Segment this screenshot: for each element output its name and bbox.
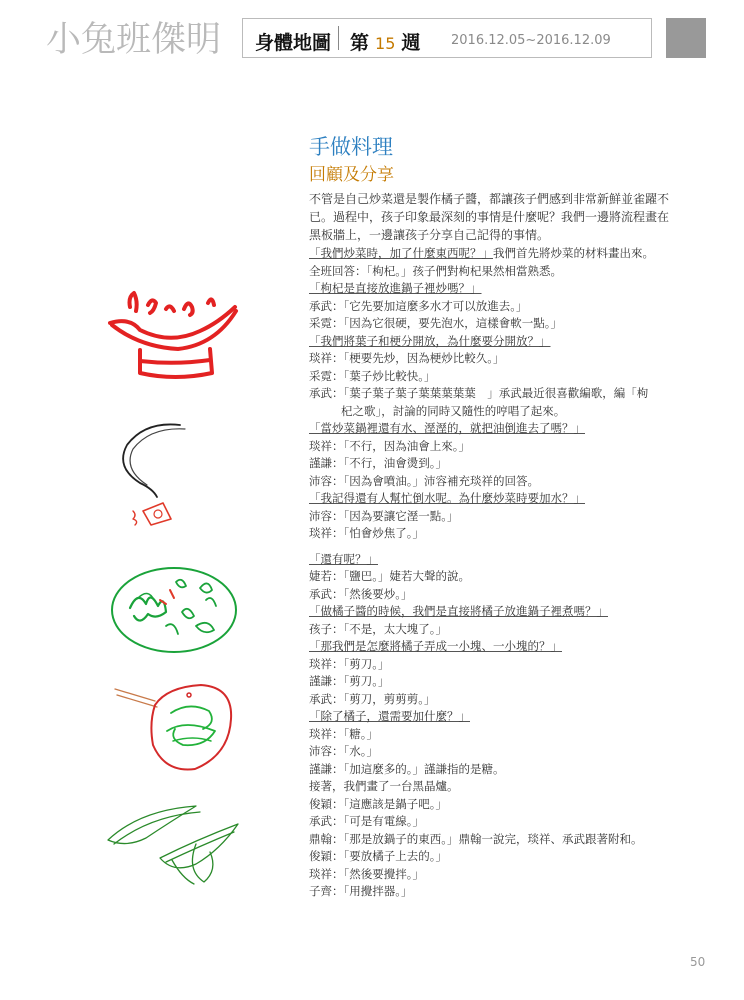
dialogue-line xyxy=(309,403,684,421)
question-text: 「我們炒菜時，加了什麼東西呢？」 xyxy=(309,246,493,260)
dialogue-line xyxy=(309,568,684,586)
line-text: 采霓：「葉子炒比較快。」 xyxy=(309,368,436,383)
dialogue-line xyxy=(309,761,684,779)
dialogue-line xyxy=(309,315,684,333)
header-dates: 2016.12.05~2016.12.09 xyxy=(451,33,611,48)
line-text: 接著，我們畫了一台黑晶爐。 xyxy=(309,779,459,793)
class-name: 小兔班傑明 xyxy=(46,20,222,60)
dialogue-line xyxy=(309,743,684,761)
line-text: 琰祥：「不行，因為油會上來。」 xyxy=(309,438,470,453)
line-text: 孩子：「不是，太大塊了。」 xyxy=(309,621,447,636)
wok-with-oil-drawing xyxy=(105,415,215,530)
line-text: 沛容：「因為會噴油。」沛容補充琰祥的回答。 xyxy=(309,473,539,488)
dialogue-line xyxy=(309,796,684,814)
dialogue-line xyxy=(309,385,684,403)
dialogue-line xyxy=(309,298,684,316)
header-topic: 身體地圖 xyxy=(255,32,332,54)
vegetables-plate-drawing xyxy=(108,560,243,660)
question-text: 「枸杞是直接放進鍋子裡炒嗎？」 xyxy=(309,281,482,295)
question-text: 「當炒菜鍋裡還有水、溼溼的，就把油倒進去了嗎？」 xyxy=(309,421,585,435)
header-divider xyxy=(338,26,339,50)
line-text: 婕若：「鹽巴。」婕若大聲的說。 xyxy=(309,569,470,583)
dialogue-line xyxy=(309,883,684,901)
dialogue-list xyxy=(309,245,684,901)
question-text: 「除了橘子，還需要加什麼？」 xyxy=(309,709,470,723)
line-text: 俊穎：「這應該是鍋子吧。」 xyxy=(309,796,447,811)
question-text: 「那我們是怎麼將橘子弄成一小塊、一小塊的？」 xyxy=(309,639,562,653)
dialogue-question xyxy=(309,638,684,656)
week-prefix: 第 xyxy=(350,32,370,54)
question-text: 「做橘子醬的時候，我們是直接將橘子放進鍋子裡煮嗎？」 xyxy=(309,604,608,618)
dialogue-line xyxy=(309,368,684,386)
goji-berry-bowl-drawing xyxy=(100,285,250,390)
dialogue-line xyxy=(309,848,684,866)
week-number: 15 xyxy=(375,34,396,53)
whisk-drawing xyxy=(100,800,245,890)
dialogue-line xyxy=(309,656,684,674)
line-text: 謹謙：「不行，油會燙到。」 xyxy=(309,456,447,470)
section-title: 手做料理 xyxy=(309,135,393,159)
line-text: 承武：「葉子葉子葉子葉葉葉葉葉 」承武最近很喜歡編歌，編「枸 xyxy=(309,386,649,400)
dialogue-line xyxy=(309,673,684,691)
dialogue-question xyxy=(309,333,684,351)
line-text: 沛容：「因為要讓它溼一點。」 xyxy=(309,508,459,523)
question-text: 「還有呢？」 xyxy=(309,551,378,566)
line-text: 承武：「可是有電線。」 xyxy=(309,814,424,828)
dialogue-question xyxy=(309,490,684,508)
line-text: 采霓：「因為它很硬，要先泡水，這樣會軟一點。」 xyxy=(309,316,562,330)
line-text: 俊穎：「要放橘子上去的。」 xyxy=(309,849,447,863)
line-text: 琰祥：「剪刀。」 xyxy=(309,656,390,671)
week-suffix: 週 xyxy=(401,32,421,54)
line-text: 我們首先將炒菜的材料畫出來。 xyxy=(493,246,654,260)
question-text: 「我記得還有人幫忙倒水呢。為什麼炒菜時要加水？」 xyxy=(309,491,585,505)
dialogue-line xyxy=(309,586,684,604)
dialogue-line xyxy=(309,813,684,831)
dialogue-line xyxy=(309,778,684,796)
page-number: 50 xyxy=(690,955,706,969)
dialogue-question xyxy=(309,280,684,298)
dialogue-line xyxy=(309,726,684,744)
line-text: 琰祥：「怕會炒焦了。」 xyxy=(309,526,424,540)
question-text: 「我們將葉子和梗分開放，為什麼要分開放？」 xyxy=(309,333,551,348)
line-text: 全班回答：「枸杞。」孩子們對枸杞果然相當熟悉。 xyxy=(309,263,562,278)
dialogue-line xyxy=(309,621,684,639)
section-subtitle: 回顧及分享 xyxy=(309,165,394,185)
page-tab xyxy=(666,18,706,58)
intro-paragraph: 不管是自己炒菜還是製作橘子醬，都讓孩子們感到非常新鮮並雀躍不已。過程中，孩子印象最深刻的事情是什麼呢？我們一邊將流程畫在黑板牆上，一邊讓孩子分享自己記得的事情。 xyxy=(309,192,670,242)
dialogue-question xyxy=(309,551,684,569)
dialogue-line xyxy=(309,455,684,473)
line-text: 琰祥：「梗要先炒，因為梗炒比較久。」 xyxy=(309,351,505,365)
dialogue-question xyxy=(309,420,684,438)
continuation-text: 杞之歌」，討論的同時又隨性的哼唱了起來。 xyxy=(341,403,566,418)
dialogue-line xyxy=(309,473,684,491)
dialogue-line xyxy=(309,438,684,456)
line-text: 承武：「它先要加這麼多水才可以放進去。」 xyxy=(309,298,528,313)
dialogue-question xyxy=(309,708,684,726)
line-text: 子齊：「用攪拌器。」 xyxy=(309,884,413,898)
orange-pot-drawing xyxy=(105,675,240,780)
dialogue-line xyxy=(309,263,684,281)
dialogue-line xyxy=(309,866,684,884)
dialogue-line xyxy=(309,350,684,368)
line-text: 承武：「剪刀，剪剪剪。」 xyxy=(309,691,436,706)
line-text: 沛容：「水。」 xyxy=(309,744,378,758)
line-text: 承武：「然後要炒。」 xyxy=(309,586,413,601)
dialogue-line xyxy=(309,691,684,709)
dialogue-line xyxy=(309,525,684,543)
line-text: 謹謙：「剪刀。」 xyxy=(309,674,390,688)
header-week xyxy=(350,28,420,55)
dialogue-line xyxy=(309,245,684,263)
dialogue-line xyxy=(309,508,684,526)
dialogue-line xyxy=(309,831,684,849)
line-text: 謹謙：「加這麼多的。」謹謙指的是糖。 xyxy=(309,761,505,776)
line-text: 鼎翰：「那是放鍋子的東西。」鼎翰一說完，琰祥、承武跟著附和。 xyxy=(309,831,643,846)
line-text: 琰祥：「糖。」 xyxy=(309,726,378,741)
line-text: 琰祥：「然後要攪拌。」 xyxy=(309,866,424,881)
dialogue-question xyxy=(309,603,684,621)
